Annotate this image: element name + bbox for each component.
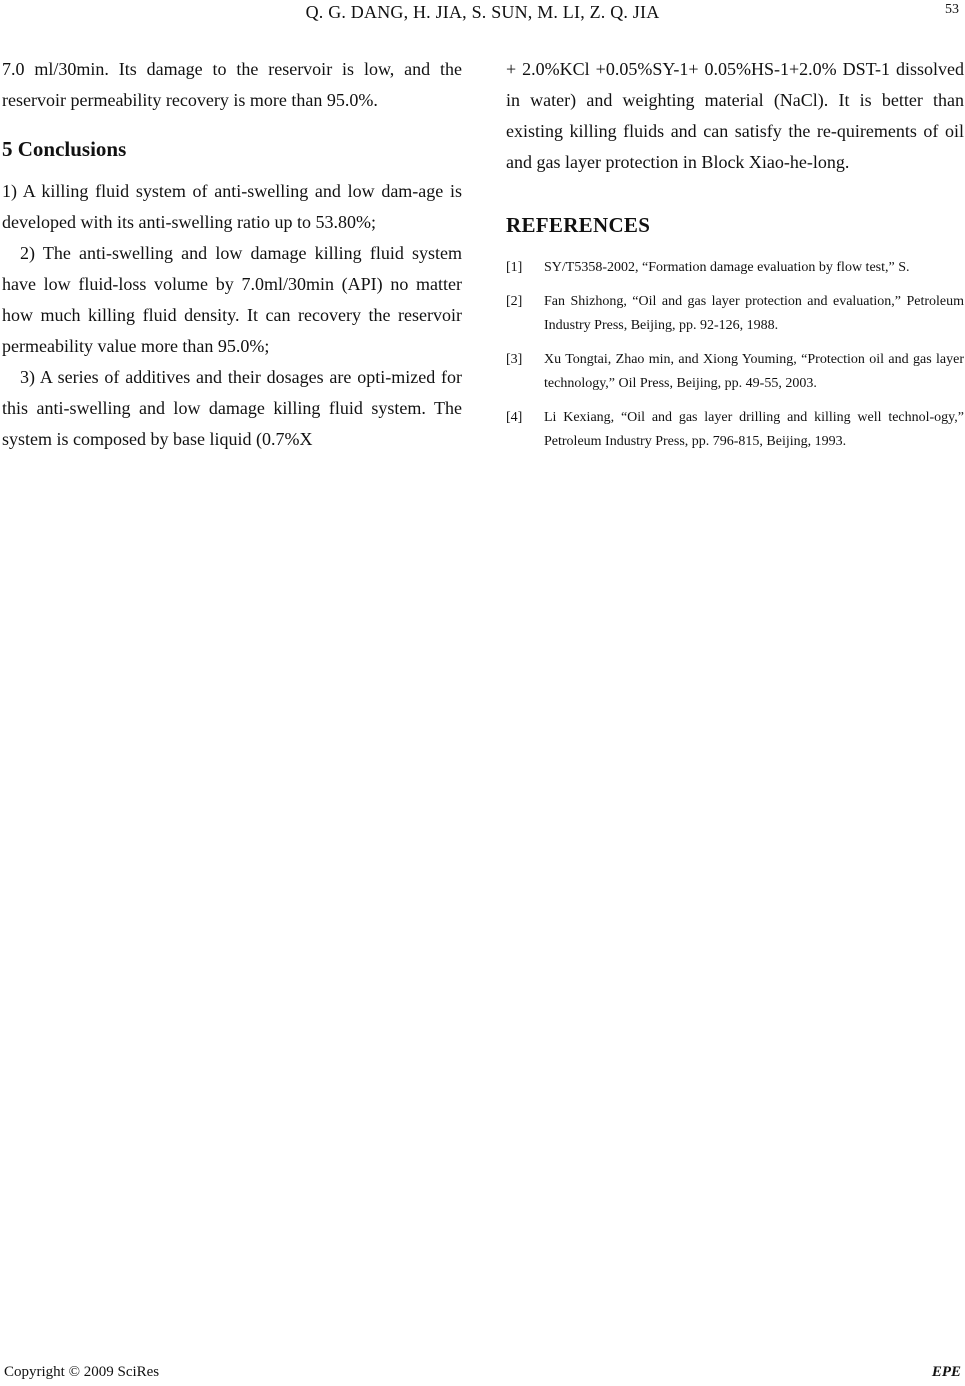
reference-number: [4] <box>506 410 523 425</box>
reference-number: [1] <box>506 260 523 275</box>
conclusion-item-1: 1) A killing fluid system of anti-swelling and low dam-age is developed with its anti-swelling ratio up to 53.80%; <box>2 181 462 232</box>
journal-abbreviation: EPE <box>931 1364 961 1380</box>
conclusion-item-3: 3) A series of additives and their dosages are opti-mized for this anti-swelling and low damage killing fluid system. The system is composed by base liquid (0.7%X <box>2 367 462 449</box>
reference-item <box>506 348 964 396</box>
reference-text: Xu Tongtai, Zhao min, and Xiong Youming, “Protection oil and gas layer technology,” Oil Press, Beijing, pp. 49-55, 2003. <box>544 352 964 391</box>
reference-item <box>506 290 964 338</box>
page-number: 53 <box>945 2 959 17</box>
running-head: Q. G. DANG, H. JIA, S. SUN, M. LI, Z. Q. JIA <box>305 2 660 22</box>
page-header <box>0 0 965 30</box>
left-continuation-paragraph: 7.0 ml/30min. Its damage to the reservoir is low, and the reservoir permeability recovery is more than 95.0%. <box>2 59 462 110</box>
references-heading: REFERENCES <box>506 213 651 237</box>
reference-text: SY/T5358-2002, “Formation damage evaluation by flow test,” S. <box>544 260 910 275</box>
reference-text: Fan Shizhong, “Oil and gas layer protection and evaluation,” Petroleum Industry Press, Beijing, pp. 92-126, 1988. <box>544 294 964 333</box>
reference-list <box>506 256 964 454</box>
reference-item <box>506 256 964 280</box>
reference-number: [3] <box>506 352 523 367</box>
reference-text: Li Kexiang, “Oil and gas layer drilling and killing well technol-ogy,” Petroleum Industry Press, pp. 796-815, Beijing, 1993. <box>544 410 964 449</box>
reference-number: [2] <box>506 294 523 309</box>
reference-item <box>506 406 964 454</box>
section-heading-conclusions: 5 Conclusions <box>2 137 127 161</box>
left-column <box>2 54 462 455</box>
right-continuation-paragraph: + 2.0%KCl +0.05%SY-1+ 0.05%HS-1+2.0% DST-1 dissolved in water) and weighting material (NaCl). It is better than existing killing fluids and can satisfy the re-quirements of oil and gas layer protection in Block Xiao-he-long. <box>506 59 964 172</box>
conclusion-item-2: 2) The anti-swelling and low damage killing fluid system have low fluid-loss volume by 7.0ml/30min (API) no matter how much killing fluid density. It can recovery the reservoir permeability value more than 95.0%; <box>2 243 462 356</box>
right-column <box>506 54 964 464</box>
page-footer <box>0 1364 965 1386</box>
copyright-notice: Copyright © 2009 SciRes <box>4 1364 160 1380</box>
